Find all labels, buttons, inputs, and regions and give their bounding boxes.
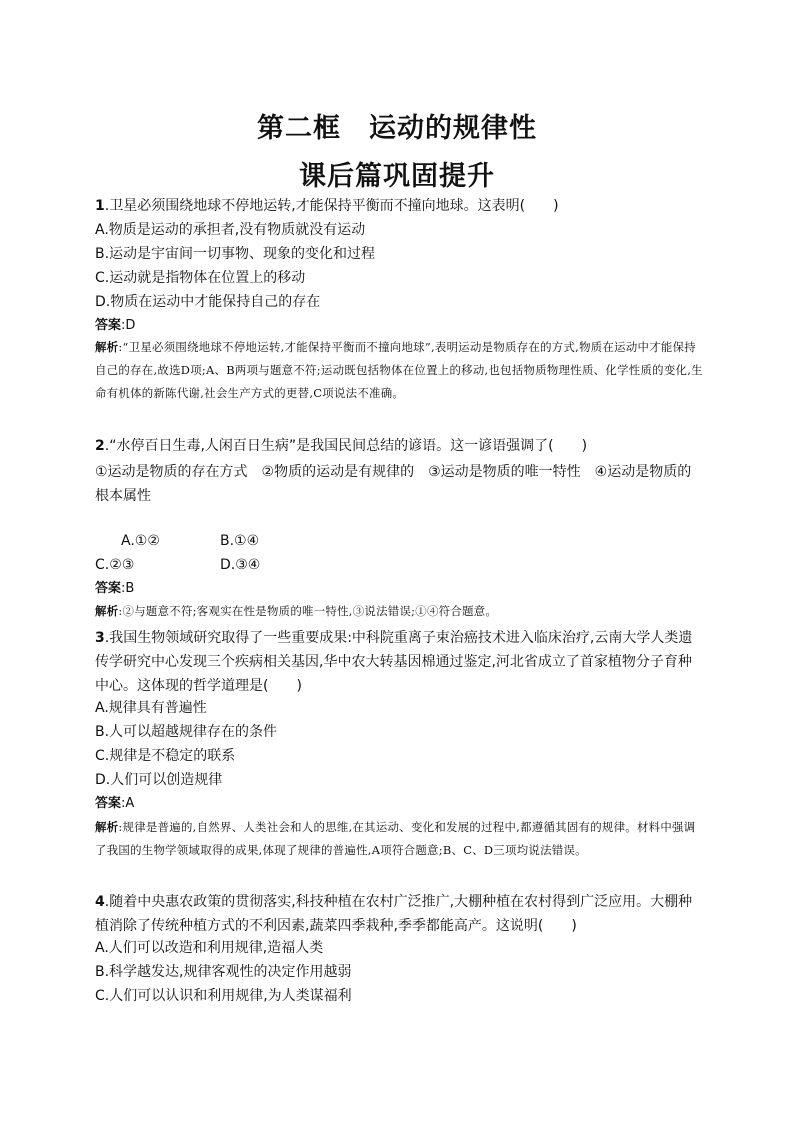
q2-option-c: C.②③ [95,557,135,573]
q1-option-a: A.物质是运动的承担者,没有物质就没有运动 [95,222,366,238]
analysis-text: :“卫星必须围绕地球不停地运转,才能保持平衡而不撞向地球”,表明运动是物质存在的方式,物质在运动中才能保持自己的存在,故选D项;A、B两项与题意不符;运动既包括物体在位置上的移动,也包括物质物理性质、化学性质的变化,生命有机体的新陈代谢,社会生产方式的更替,C项说法不准确。 [95,340,703,400]
q2-analysis [95,600,705,623]
answer-value: :D [121,318,136,333]
question-number: 2 [95,438,105,454]
q1-option-c: C.运动就是指物体在位置上的移动 [95,270,306,286]
analysis-text: :规律是普遍的,自然界、人类社会和人的思维,在其运动、变化和发展的过程中,都遵循其固有的规律。材料中强调了我国的生物学领域取得的成果,体现了规律的普遍性,A项符合题意;B、C、D三项均说法错误。 [95,820,696,857]
question-text: .卫星必须围绕地球不停地运转,才能保持平衡而不撞向地球。这表明( ) [104,198,559,214]
question-number: 1 [95,198,105,214]
q3-answer [95,794,705,814]
question-3-stem [95,626,705,698]
q3-option-a: A.规律具有普遍性 [95,700,207,716]
q1-analysis [95,336,705,405]
q3-option-b: B.人可以超越规律存在的条件 [95,724,278,740]
q2-option-a: A.①② [121,533,160,549]
question-number: 4 [95,894,105,910]
question-text: .“水停百日生毒,人闲百日生病”是我国民间总结的谚语。这一谚语强调了( ) [104,438,588,454]
q3-analysis [95,816,705,862]
analysis-label: 解析 [95,340,119,354]
page-subtitle: 课后篇巩固提升 [299,161,495,192]
analysis-label: 解析 [95,820,119,834]
q2-answer [95,579,705,599]
q3-option-d: D.人们可以创造规律 [95,772,223,788]
analysis-text: :②与题意不符;客观实在性是物质的唯一特性,③说法错误;①④符合题意。 [118,604,498,618]
answer-label: 答案 [95,581,122,596]
answer-label: 答案 [95,796,122,811]
q4-option-a: A.人们可以改造和利用规律,造福人类 [95,940,324,956]
q2-statements: ①运动是物质的存在方式 ②物质的运动是有规律的 ③运动是物质的唯一特性 ④运动是物质的根本属性 [95,464,692,504]
question-1-stem [95,196,705,216]
question-number: 3 [95,630,105,646]
analysis-label: 解析 [95,604,119,618]
page-title: 第二框 运动的规律性 [257,113,537,144]
q2-option-b: B.①④ [220,533,260,549]
question-text: .我国生物领域研究取得了一些重要成果:中科院重离子束治癌技术进入临床治疗,云南大学人类遗传学研究中心发现三个疾病相关基因,华中农大转基因棉通过鉴定,河北省成立了首家植物分子育种中心。这体现的哲学道理是( ) [95,630,693,694]
answer-value: :B [121,581,135,596]
question-2-stem [95,436,705,456]
q3-option-c: C.规律是不稳定的联系 [95,748,236,764]
answer-label: 答案 [95,318,122,333]
q2-option-d: D.③④ [220,557,261,573]
q4-option-b: B.科学越发达,规律客观性的决定作用越弱 [95,964,352,980]
answer-value: :A [121,796,135,811]
q1-option-b: B.运动是宇宙间一切事物、现象的变化和过程 [95,246,376,262]
q1-option-d: D.物质在运动中才能保持自己的存在 [95,294,321,310]
question-4-stem [95,890,705,938]
question-text: .随着中央惠农政策的贯彻落实,科技种植在农村广泛推广,大棚种植在农村得到广泛应用。大棚种植消除了传统种植方式的不利因素,蔬菜四季栽种,季季都能高产。这说明( ) [95,894,693,934]
q4-option-c: C.人们可以认识和利用规律,为人类谋福利 [95,988,352,1004]
q1-answer [95,316,705,336]
